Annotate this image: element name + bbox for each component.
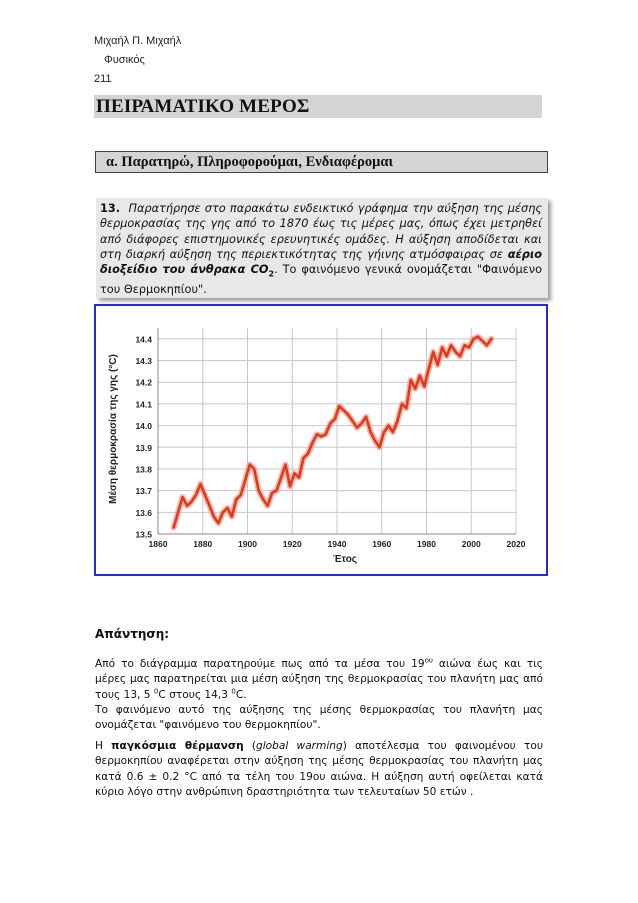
answer-p3-italic: global warming (256, 740, 343, 752)
series-line-glow (174, 337, 492, 528)
y-tick-label: 13.6 (135, 507, 152, 518)
x-tick-label: 1880 (193, 539, 213, 549)
author-role: Φυσικός (104, 54, 145, 66)
answer-p3-bold: παγκόσμια θέρμανση (111, 740, 244, 752)
answer-paragraph-1 (95, 657, 543, 703)
answer-p3-a: Η (95, 740, 112, 752)
x-tick-label: 2000 (461, 539, 481, 549)
y-tick-label: 14.2 (135, 377, 152, 388)
temperature-chart (96, 306, 546, 574)
y-tick-label: 14.4 (135, 334, 152, 345)
question-text (100, 201, 542, 297)
x-tick-label: 1900 (238, 539, 257, 549)
answer-paragraph-3 (95, 739, 543, 800)
x-tick-label: 1860 (148, 539, 168, 549)
y-tick-label: 13.5 (135, 529, 152, 540)
y-axis-title: Μέση θερμοκρασία της γης (°C) (108, 354, 119, 504)
answer-paragraph-2: Το φαινόμενο αυτό της αύξησης της μέσης θερμοκρασίας του πλανήτη μας ονομάζεται "φαινόμενο του θερμοκηπίου". (95, 704, 543, 732)
question-box (96, 198, 548, 298)
question-bold-sub: 2 (268, 269, 275, 279)
x-tick-label: 1960 (372, 539, 392, 549)
y-tick-label: 13.8 (135, 464, 152, 475)
x-tick-label: 1920 (282, 539, 302, 549)
answer-p1-c: C στους 14,3 (158, 688, 232, 701)
section-header (94, 95, 542, 118)
temperature-chart-frame (94, 304, 548, 576)
question-body: Παρατήρησε στο παρακάτω ενδεικτικό γράφημα την αύξηση της μέσης θερμοκρασίας της γης από το 1870 έως τις μέρες μας, όπως έχει μετρηθεί από διάφορες επιστημονικές ερευνητικές ομάδες. Η αύξηση αποδίδεται και στη διαρκή αύξηση της περιεκτικότητας της γήινης ατμόσφαιρας σε (100, 202, 542, 261)
subsection-header (95, 151, 548, 173)
page-number: 211 (94, 73, 112, 85)
question-number: 13. (100, 202, 121, 215)
answer-p1-a: Από το διάγραμμα παρατηρούμε πως από τα μέσα του 19 (95, 658, 425, 670)
answer-p3-b: ( (243, 740, 257, 752)
answer-p1-d: C. (235, 688, 247, 701)
answer-p1-sup3: 0 (231, 687, 236, 696)
x-tick-label: 2020 (506, 539, 526, 549)
subsection-title: α. Παρατηρώ, Πληροφορούμαι, Ενδιαφέρομαι (106, 154, 393, 170)
y-tick-label: 14.3 (135, 356, 152, 367)
question-bold-term: αέριο διοξείδιο του άνθρακα CO (100, 247, 543, 277)
section-title: ΠΕΙΡΑΜΑΤΙΚΟ ΜΕΡΟΣ (96, 96, 310, 117)
answer-title: Απάντηση: (95, 627, 170, 641)
answer-p3-c: ) αποτέλεσμα του φαινομένου του θερμοκηπίου αναφέρεται στην αύξηση της μέσης θερμοκρασίας του πλανήτη μας κατά 0.6 ± 0.2 °C από τα τέλη του 19ου αιώνα. Η αύξηση αυτή οφείλεται κατά κύριο λόγο στην ανθρώπινη δραστηριότητα των τελευταίων 50 ετών . (95, 740, 543, 798)
y-tick-label: 14.0 (135, 421, 152, 432)
answer-p1-sup2: 0 (153, 687, 159, 696)
y-tick-label: 13.7 (135, 486, 152, 497)
author-name: Μιχαήλ Π. Μιχαήλ (94, 35, 182, 47)
y-tick-label: 13.9 (135, 442, 152, 453)
answer-p1-b: αιώνα έως και τις μέρες μας παρατηρείται μια μέση αύξηση της θερμοκρασίας του πλανήτη μας από τους 13, 5 (95, 658, 543, 701)
question-tail: . Το φαινόμενο γενικά ονομάζεται "Φαινόμενο του Θερμοκηπίου". (100, 263, 543, 296)
x-tick-label: 1980 (417, 539, 436, 549)
answer-p1-sup: ου (424, 656, 433, 665)
y-tick-label: 14.1 (135, 399, 152, 410)
series-line (174, 337, 492, 528)
x-axis-title: Έτος (332, 554, 358, 565)
x-tick-label: 1940 (327, 539, 347, 549)
